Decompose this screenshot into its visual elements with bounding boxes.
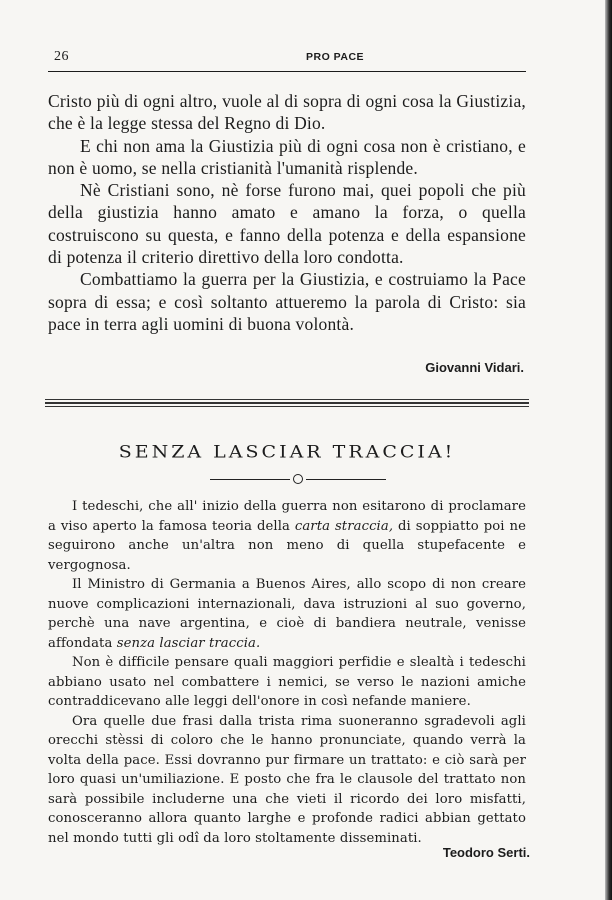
paragraph: I tedeschi, che all' inizio della guerra non esitarono di proclamare a viso aperto la famosa teoria della carta straccia, di soppiatto poi ne seguirono anche un'altra non meno di quella stupefacente e vergognosa.: [48, 499, 526, 573]
running-header: [48, 49, 526, 69]
author-signature-serti: Teodoro Serti.: [442, 845, 530, 860]
paragraph: Combattiamo la guerra per la Giustizia, e costruiamo la Pace sopra di essa; e così soltanto attueremo la parola di Cristo: sia pace in terra agli uomini di buona volontà.: [48, 269, 526, 334]
page-edge-shadow: [605, 0, 612, 900]
page-number: 26: [54, 49, 69, 64]
paragraph: Non è difficile pensare quali maggiori perfidie e slealtà i tedeschi abbiano usato nel combattere i nemici, se verso le nazioni amiche contraddicevano alle leggi dell'onore in così nefande maniere.: [48, 655, 526, 709]
article-title: SENZA LASCIAR TRACCIA!: [118, 442, 456, 462]
emphasis-carta-straccia: carta straccia,: [294, 518, 394, 534]
article-senza-lasciar-traccia-text: [48, 497, 526, 848]
article-vidari-text: [48, 90, 526, 335]
title-ornament: [210, 474, 390, 484]
paragraph: Il Ministro di Germania a Buenos Aires, allo scopo di non creare nuove complicazioni internazionali, dava istruzioni al suo governo, perchè una nave argentina, e cioè di bandiera neutrale, venisse affondata senza lasciar traccia.: [48, 577, 526, 651]
author-signature-vidari: Giovanni Vidari.: [425, 360, 524, 375]
ornament-circle-icon: [293, 474, 303, 484]
section-separator-rule: [45, 399, 529, 400]
paragraph: Nè Cristiani sono, nè forse furono mai, quei popoli che più della giustizia hanno amato e amano la forza, o quella costruiscono su questa, e fanno della potenza e della espansione di potenza il criterio direttivo della loro condotta.: [48, 180, 526, 268]
emphasis-senza-lasciar-traccia: senza lasciar traccia.: [116, 635, 261, 651]
section-separator-rule: [45, 402, 529, 404]
header-rule: [48, 71, 526, 72]
section-separator-rule: [45, 406, 529, 407]
paragraph: E chi non ama la Giustizia più di ogni cosa non è cristiano, e non è uomo, se nella cristianità l'umanità risplende.: [48, 135, 526, 178]
running-title: PRO PACE: [306, 51, 365, 63]
paragraph: Cristo più di ogni altro, vuole al di sopra di ogni cosa la Giustizia, che è la legge stessa del Regno di Dio.: [48, 91, 526, 134]
paragraph: Ora quelle due frasi dalla trista rima suoneranno sgradevoli agli orecchi stèssi di coloro che le hanno pronunciate, quando verrà la volta della pace. Essi dovranno pur firmare un trattato: e ciò sarà per loro quasi un'umiliazione. E posto che fra le clausole del trattato non sarà possibile includerne una che vieti il ricordo dei loro misfatti, conosceranno allora quanto larghe e profonde radici abbian gettato nel mondo tutti gli odî da loro stoltamente disseminati.: [48, 713, 526, 846]
